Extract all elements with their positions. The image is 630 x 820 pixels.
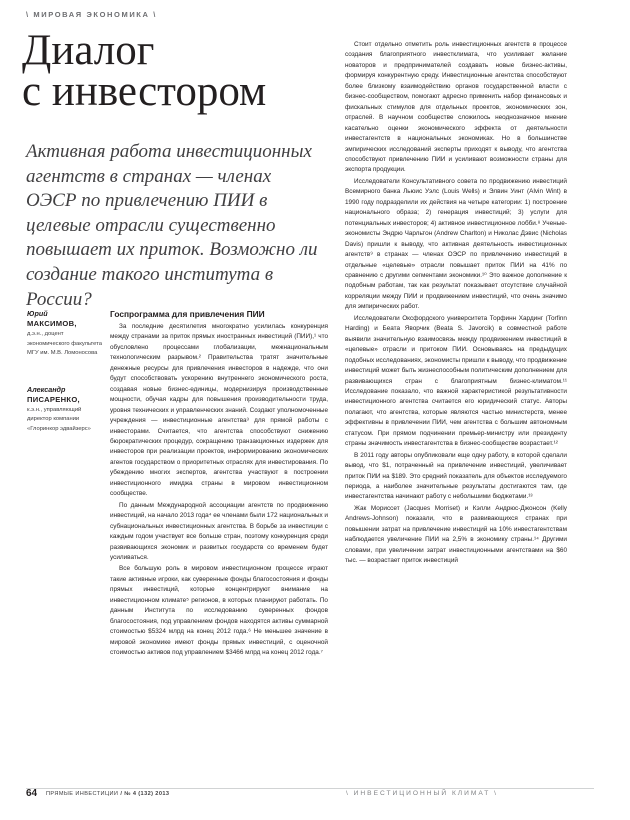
footer-section-label: \ ИНВЕСТИЦИОННЫЙ КЛИМАТ \ <box>346 790 498 797</box>
left-column <box>110 308 328 659</box>
rubric-label: \ МИРОВАЯ ЭКОНОМИКА \ <box>26 10 157 19</box>
body-paragraph: Стоит отдельно отметить роль инвестиционных агентств в процессе создания благоприятного инвестклимата, что усиливает желание новаторов и предпринимателей создавать новые бизнес-активы, формируя конкурентную среду. Инвестиционные агентства способствуют более близкому взаимодействию органов государственной власти с бизнес-сообществом, помогают адресно применить набор финансовых и фискальных стимулов для отдельных проектов, экономических зон, отраслей. В научном сообществе сложилось неоднозначное мнение касательно оценки экономического эффекта от деятельности инвестагентств в национальных экономиках. Но в большинстве эмпирических исследований эксперты приходят к выводу, что агентства способствуют привлечению ПИИ и усиливают возможности страны для экспорта продукции. <box>345 41 567 174</box>
body-paragraph: Исследователи Оксфордского университета Торфинн Хардинг (Torfinn Harding) и Беата Яворчик (Beata S. Javorcik) в совместной работе выявили значительную взаимосвязь между продвижением инвестиций в «целевые» отрасли и притоком ПИИ. Основываясь на предыдущих подобных исследованиях, экономисты пришли к выводу, что продвижение инвестиций может быть жизнеспособным политическим дополнением для развивающихся стран с благоприятным бизнес-климатом.¹¹ Исследование показало, что важной характеристикой результативности инвестиционного агентства считается его юридический статус. Авторы полагают, что агентства, которые являются частью министерств, менее эффективны в привлечении ПИИ, чем агентства с большим автономным статусом. При прямом подчинении премьер-министру или президенту страны значимость инвестагентства в бизнес-сообществе возрастает.¹² <box>345 314 567 448</box>
article-title <box>22 27 327 115</box>
right-column <box>345 40 567 567</box>
magazine-name: ПРЯМЫЕ ИНВЕСТИЦИИ <box>46 791 119 797</box>
body-paragraph: За последние десятилетия многократно усилилась конкуренция между странами за приток прямых иностранных инвестиций (ПИИ),¹ что обусловлено процессами глобализации, межнациональным технологическим разрывом.² Правительства тратят значительные денежные ресурсы для привлечения инвесторов в надежде, что они будут способствовать ускорению внутреннего экономического роста, создавая новые бизнес-единицы, модернизируя производственные мощности, обучая кадры для повышения производительности труда, уровня технических и управленческих знаний. Создают уполномоченные учреждения — инвестиционные агентства³ для прямой работы с инвесторами. Считается, что агентства способствуют снижению бюрократических процедур, сокращению транзакционных издержек для инвесторов при реализации проектов, информированию экономических агентов государством о приоритетных отраслях для инвестирования. По убеждению многих экспертов, агентства участвуют в построении инвестиционного имиджа страны в мировом инвестиционном сообществе. <box>110 323 328 498</box>
author-last-name: МАКСИМОВ, <box>27 319 77 328</box>
title-line-2: с инвестором <box>22 68 267 115</box>
author-description: к.э.н., управляющий директор компании «Глоринкор эдвайзерс» <box>27 406 91 432</box>
issue-number: / № 4 (132) 2013 <box>120 791 170 797</box>
section-subheading: Госпрограмма для привлечения ПИИ <box>110 309 265 319</box>
body-paragraph: Исследователи Консультативного совета по продвижению инвестиций Всемирного банка Льюис Уэлс (Louis Wells) и Элвин Уинт (Alvin Wint) в 1990 году подразделили их действия на четыре категории: 1) построение национального образа; 2) генерация инвестиций; 3) услуги для потенциальных инвесторов; 4) активное инвестиционное лобби.⁸ Ученые-экономисты Эндрю Чарльтон (Andrew Charlton) и Николас Дэвис (Nicholas Davis) пришли к выводу, что активная деятельность инвестиционных агентств⁹ в странах — членах ОЭСР по привлечению инвестиций в отдельные «целевые» отрасли повышает приток ПИИ на 41% по сравнению с другими сегментами экономики.¹⁰ Это важное дополнение к подобным работам, так как результат показывает отсутствие случайной корреляции между ПИИ и продвижением инвестиций, что очень значимо для эмпирических работ. <box>345 177 567 311</box>
author-description: д.э.н., доцент экономического факультета МГУ им. М.В. Ломоносова <box>27 331 102 357</box>
footer-divider <box>26 788 594 789</box>
author-list <box>27 309 107 461</box>
body-paragraph: Жак Мориссет (Jacques Morriset) и Кэлли Андрюс-Джонсон (Kelly Andrews-Johnson) показали, что в развивающихся странах при повышении затрат на привлечение инвестиций на 10% инвестагентствам наблюдается увеличение ПИИ на 2,5% в экономику страны.¹⁴ Другими словами, при увеличении затрат инвестиционными агентствами на $60 тыс. — возрастает приток инвестиций <box>345 504 567 565</box>
author-first-name: Юрий <box>27 309 48 318</box>
article-lead: Активная работа инвестиционных агентств в странах — членах ОЭСР по привлечению ПИИ в целевые отрасли существенно повышает их приток. Возможно ли создание такого института в России? <box>26 141 318 310</box>
body-paragraph: В 2011 году авторы опубликовали еще одну работу, в которой сделали вывод, что $1, потраченный на привлечение инвестиций, увеличивает приток ПИИ на $189. Это средний показатель для объектов исследуемого периода, а наиболее значительные результаты достигаются там, где инвестагентства начинают работу с небольшими бюджетами.¹³ <box>345 451 567 501</box>
author-first-name: Александр <box>27 384 66 394</box>
body-paragraph: По данным Международной ассоциации агентств по продвижению инвестиций, на начало 2013 года⁴ ее членами были 172 национальных и субнациональных инвестиционных агентства. В борьбе за инвестиции с каждым годом участвует все больше стран, поэтому конкуренция среди развивающихся экономик и развитых государств со временем будет усиливаться. <box>110 501 328 561</box>
title-line-1: Диалог <box>22 27 155 74</box>
magazine-info <box>46 791 169 797</box>
author-1 <box>27 309 107 359</box>
author-last-name: ПИСАРЕНКО, <box>27 394 80 404</box>
author-2 <box>27 385 107 435</box>
body-paragraph: Все большую роль в мировом инвестиционном процессе играют такие активные игроки, как суверенные фонды благосостояния и фонды прямых инвестиций, которые концентрируют внимание на инвестиционном климате⁵ регионов, в которых планируют работать. По данным Института по исследованию суверенных фондов благосостояния, под управлением фондов находятся активы суммарной стоимостью $5324 млрд на конец 2012 года.⁶ Не меньшее значение в мировой экономике имеют фонды прямых инвестиций, с оценочной стоимостью активов под управлением $3466 млрд на конец 2012 года.⁷ <box>110 565 328 657</box>
page-number: 64 <box>26 788 38 799</box>
